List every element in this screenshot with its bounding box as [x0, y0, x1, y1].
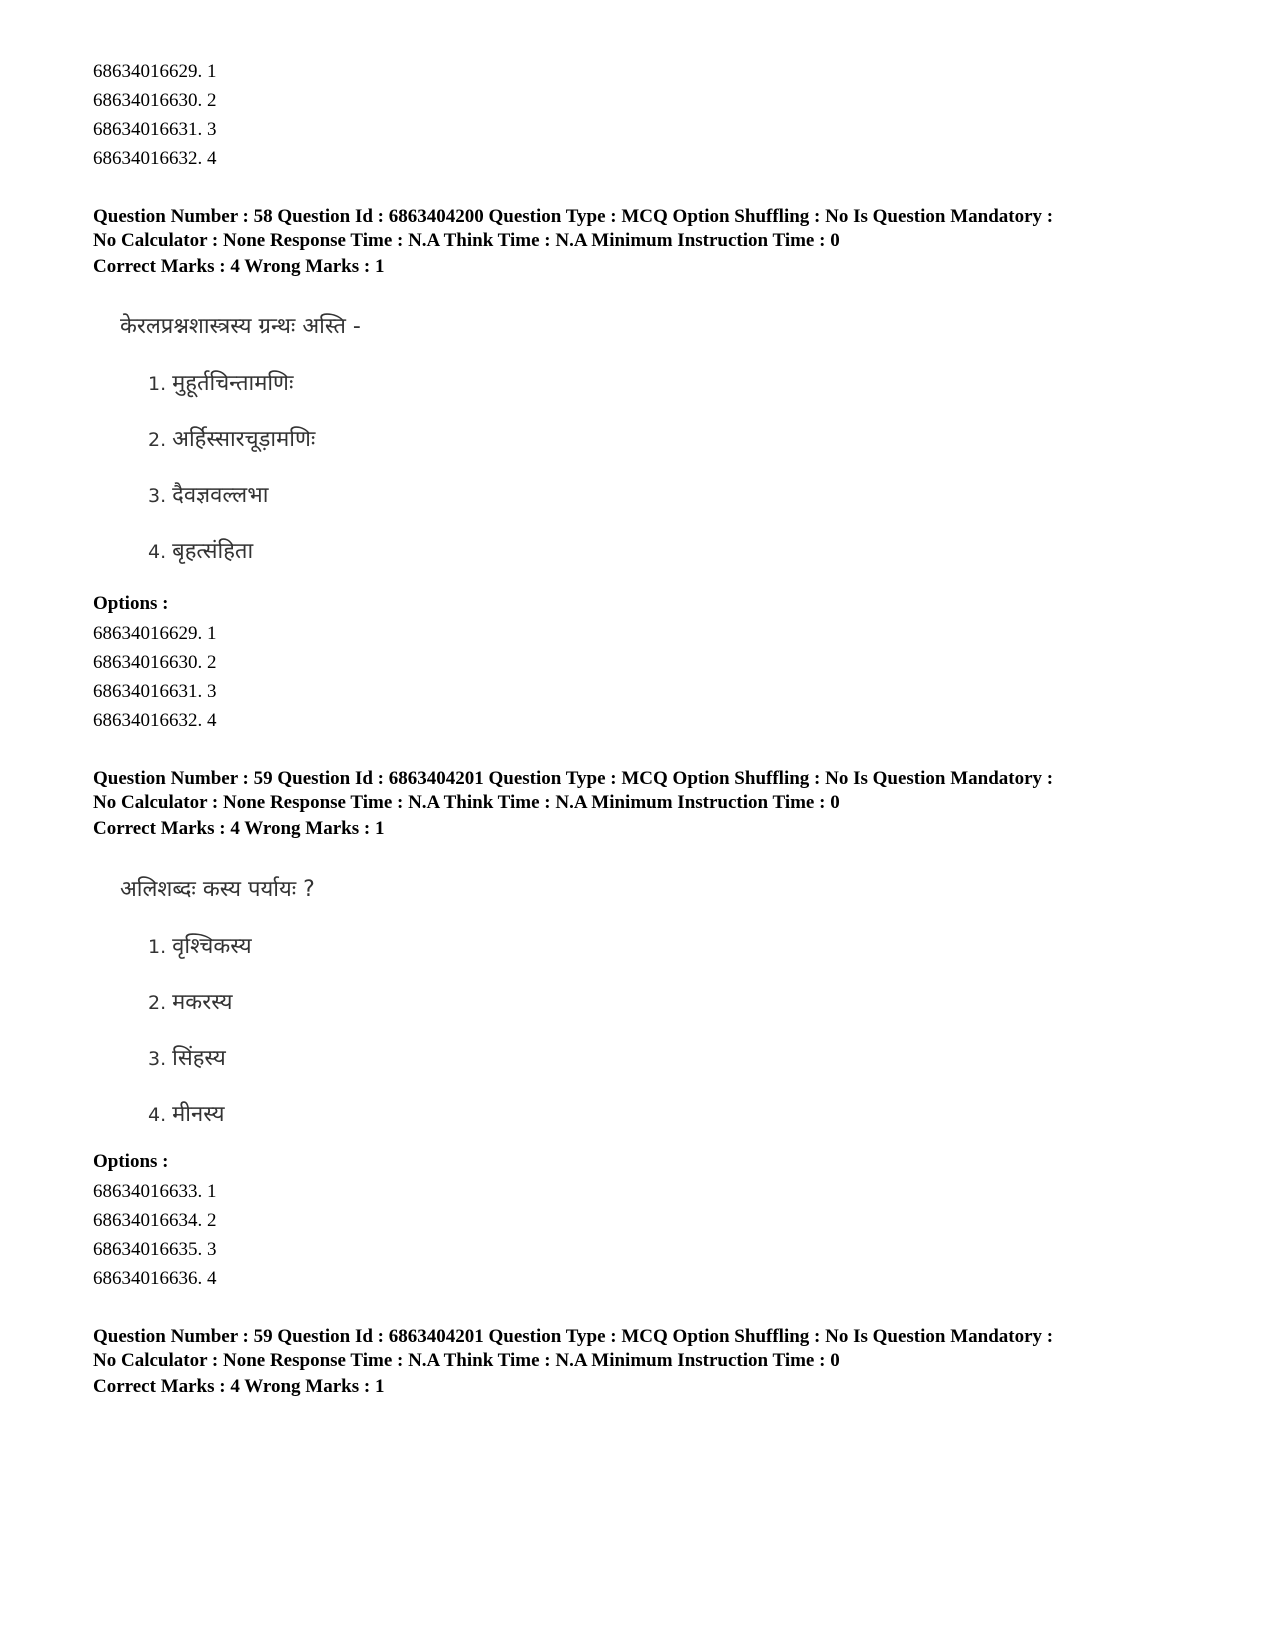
choice-text: बृहत्संहिता — [172, 539, 254, 564]
option-item: 68634016631. 3 — [93, 681, 217, 702]
option-item: 68634016630. 2 — [93, 652, 217, 673]
question-59-choice-1 — [148, 930, 252, 960]
option-item: 68634016630. 2 — [93, 90, 217, 111]
question-meta-line: No Calculator : None Response Time : N.A Think Time : N.A Minimum Instruction Time : 0 — [93, 792, 840, 813]
question-58-text: केरलप्रश्नशास्त्रस्य ग्रन्थः अस्ति - — [120, 314, 361, 339]
option-item: 68634016629. 1 — [93, 61, 217, 82]
question-58-choice-4 — [148, 535, 253, 565]
question-meta-line: No Calculator : None Response Time : N.A Think Time : N.A Minimum Instruction Time : 0 — [93, 230, 840, 251]
question-59-meta — [93, 767, 1053, 815]
question-58-marks: Correct Marks : 4 Wrong Marks : 1 — [93, 256, 385, 277]
choice-number: 2. — [148, 992, 167, 1014]
question-58-options-list — [93, 619, 217, 735]
choice-number: 3. — [148, 1048, 167, 1070]
choice-number: 4. — [148, 541, 167, 563]
choice-number: 4. — [148, 1104, 167, 1126]
option-item: 68634016632. 4 — [93, 710, 217, 731]
option-item: 68634016632. 4 — [93, 148, 217, 169]
question-59-choice-4 — [148, 1098, 225, 1128]
choice-number: 1. — [148, 936, 167, 958]
question-58-meta — [93, 205, 1053, 253]
question-59b-meta — [93, 1325, 1053, 1373]
choice-number: 2. — [148, 429, 167, 451]
question-58-choice-1 — [148, 367, 293, 397]
choice-text: मीनस्य — [172, 1102, 225, 1127]
option-item: 68634016634. 2 — [93, 1210, 217, 1231]
question-meta-line: Question Number : 59 Question Id : 6863404201 Question Type : MCQ Option Shuffling : No Is Question Mandatory : — [93, 768, 1054, 789]
option-item: 68634016629. 1 — [93, 623, 217, 644]
option-item: 68634016631. 3 — [93, 119, 217, 140]
choice-text: मुहूर्तचिन्तामणिः — [172, 371, 294, 396]
question-meta-line: Question Number : 59 Question Id : 6863404201 Question Type : MCQ Option Shuffling : No Is Question Mandatory : — [93, 1326, 1054, 1347]
previous-options-list — [93, 57, 217, 173]
choice-text: सिंहस्य — [172, 1046, 226, 1071]
choice-text: वृश्चिकस्य — [172, 934, 252, 959]
question-59-choice-2 — [148, 986, 233, 1016]
option-item: 68634016636. 4 — [93, 1268, 217, 1289]
options-label: Options : — [93, 1151, 169, 1172]
question-59-text: अलिशब्दः कस्य पर्यायः ? — [120, 877, 315, 902]
choice-text: दैवज्ञवल्लभा — [172, 483, 269, 508]
options-label: Options : — [93, 593, 169, 614]
question-59-options-list — [93, 1177, 217, 1293]
question-59b-marks: Correct Marks : 4 Wrong Marks : 1 — [93, 1376, 385, 1397]
option-item: 68634016635. 3 — [93, 1239, 217, 1260]
question-58-choice-3 — [148, 479, 268, 509]
question-59-marks: Correct Marks : 4 Wrong Marks : 1 — [93, 818, 385, 839]
question-58-choice-2 — [148, 423, 315, 453]
option-item: 68634016633. 1 — [93, 1181, 217, 1202]
choice-text: अर्हिस्सारचूड़ामणिः — [172, 427, 316, 452]
choice-text: मकरस्य — [172, 990, 233, 1015]
choice-number: 3. — [148, 485, 167, 507]
choice-number: 1. — [148, 373, 167, 395]
question-meta-line: Question Number : 58 Question Id : 6863404200 Question Type : MCQ Option Shuffling : No Is Question Mandatory : — [93, 206, 1054, 227]
question-meta-line: No Calculator : None Response Time : N.A Think Time : N.A Minimum Instruction Time : 0 — [93, 1350, 840, 1371]
question-59-choice-3 — [148, 1042, 226, 1072]
